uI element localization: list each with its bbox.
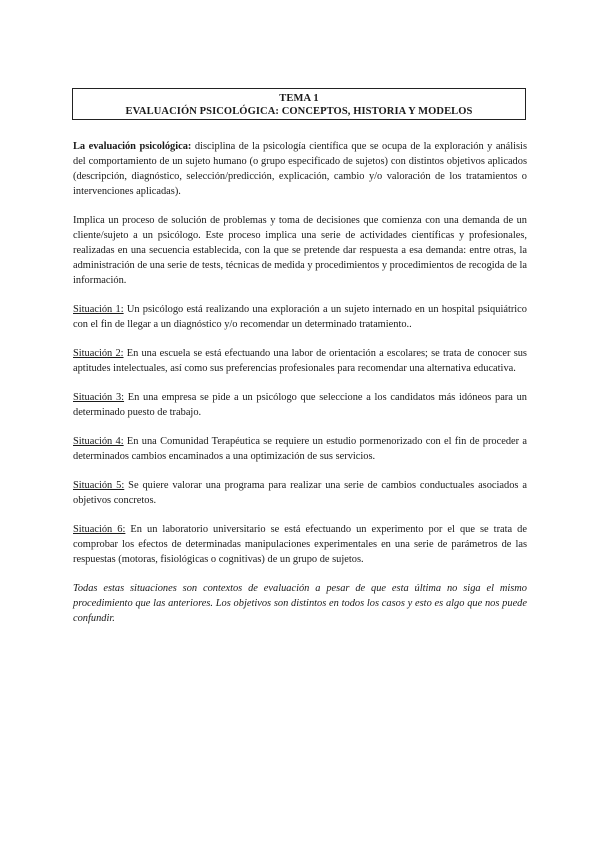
definition-text: disciplina de la psicología científica que se ocupa de la exploración y análisis del comportamiento de un sujeto humano (o grupo especificado de sujetos) con distintos objetivos aplicados (descripción, diagnóstico, selección/predicción, explicación, cambio y/o valoración de los tratamientos o intervenciones aplicadas). (73, 141, 527, 197)
situation-label: Situación 5: (73, 480, 125, 491)
topic-number: TEMA 1 (279, 93, 319, 104)
topic-title: EVALUACIÓN PSICOLÓGICA: CONCEPTOS, HISTORIA Y MODELOS (125, 106, 473, 117)
situation-label: Situación 1: (73, 304, 124, 315)
definition-paragraph (73, 139, 527, 199)
situation-text: Un psicólogo está realizando una exploración a un sujeto internado en un hospital psiquiátrico con el fin de llegar a un diagnóstico y/o recomendar un determinado tratamiento.. (73, 304, 527, 330)
process-paragraph: Implica un proceso de solución de problemas y toma de decisiones que comienza con una demanda de un cliente/sujeto a un psicólogo. Este proceso implica una serie de actividades científicas y profesionales, realizadas en una secuencia establecida, con la que se pretende dar respuesta a esa demanda: entre otras, la administración de una serie de tests, técnicas de medida y procedimientos y procedimientos de recogida de la información. (73, 215, 527, 286)
situation-5 (73, 478, 527, 508)
situation-1 (73, 302, 527, 332)
situation-text: En una Comunidad Terapéutica se requiere un estudio pormenorizado con el fin de proceder a determinados cambios encaminados a una optimización de sus servicios. (73, 436, 527, 462)
situation-label: Situación 2: (73, 348, 124, 359)
situation-6 (73, 522, 527, 567)
situation-4 (73, 434, 527, 464)
situation-label: Situación 3: (73, 392, 125, 403)
definition-term: La evaluación psicológica: (73, 141, 192, 152)
document-body (73, 139, 527, 640)
title-box (72, 88, 526, 120)
conclusion-paragraph: Todas estas situaciones son contextos de evaluación a pesar de que esta última no siga el mismo procedimiento que las anteriores. Los objetivos son distintos en todos los casos y esto es algo que nos puede confundir. (73, 583, 527, 624)
situation-text: Se quiere valorar una programa para realizar una serie de cambios conductuales asociados a objetivos concretos. (73, 480, 527, 506)
situation-label: Situación 4: (73, 436, 124, 447)
situation-3 (73, 390, 527, 420)
situation-2 (73, 346, 527, 376)
situation-label: Situación 6: (73, 524, 126, 535)
situation-text: En una empresa se pide a un psicólogo que seleccione a los candidatos más idóneos para un determinado puesto de trabajo. (73, 392, 527, 418)
situation-text: En una escuela se está efectuando una labor de orientación a escolares; se trata de conocer sus aptitudes intelectuales, así como sus preferencias profesionales para recomendar una alternativa educativa. (73, 348, 527, 374)
situation-text: En un laboratorio universitario se está efectuando un experimento por el que se trata de comprobar los efectos de determinadas manipulaciones experimentales en una serie de parámetros de las respuestas (motoras, fisiológicas o cognitivas) de un grupo de sujetos. (73, 524, 527, 565)
